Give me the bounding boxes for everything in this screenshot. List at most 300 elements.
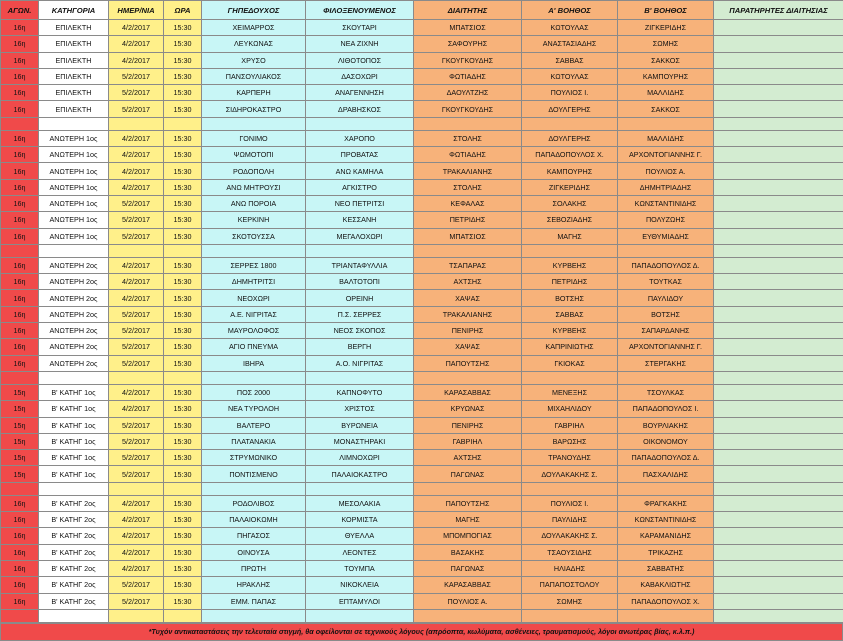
cell-category: Β' ΚΑΤΗΓ 2ος xyxy=(39,593,109,609)
separator-cell-date xyxy=(109,117,164,130)
cell-assistant-2: ΑΡΧΟΝΤΟΓΙΑΝΝΗΣ Γ. xyxy=(618,339,714,355)
cell-assistant-2: ΣΑΚΚΟΣ xyxy=(618,52,714,68)
cell-agon: 16η xyxy=(1,290,39,306)
cell-referee: ΦΩΤΙΑΔΗΣ xyxy=(414,68,522,84)
cell-assistant-2: ΣΑΒΒΑΤΗΣ xyxy=(618,560,714,576)
cell-assistant-1: ΔΟΥΛΑΚΑΚΗΣ Σ. xyxy=(522,466,618,482)
cell-assistant-1: ΤΣΑΟΥΣΙΔΗΣ xyxy=(522,544,618,560)
table-row xyxy=(1,85,843,101)
cell-assistant-1: ΣΑΒΒΑΣ xyxy=(522,306,618,322)
cell-away-team: ΣΚΟΥΤΑΡΙ xyxy=(306,20,414,36)
cell-observers xyxy=(714,355,843,371)
cell-category: ΑΝΩΤΕΡΗ 1ος xyxy=(39,147,109,163)
table-row xyxy=(1,147,843,163)
cell-agon: 16η xyxy=(1,85,39,101)
cell-time: 15:30 xyxy=(164,36,202,52)
separator-cell-assistant-1 xyxy=(522,482,618,495)
cell-time: 15:30 xyxy=(164,101,202,117)
cell-observers xyxy=(714,68,843,84)
cell-assistant-1: ΜΑΓΗΣ xyxy=(522,228,618,244)
cell-category: Β' ΚΑΤΗΓ 1ος xyxy=(39,384,109,400)
cell-observers xyxy=(714,257,843,273)
cell-assistant-1: ΚΩΤΟΥΛΑΣ xyxy=(522,68,618,84)
cell-time: 15:30 xyxy=(164,495,202,511)
cell-home-team: ΚΑΡΠΕΡΗ xyxy=(202,85,306,101)
cell-home-team: ΑΓΙΟ ΠΝΕΥΜΑ xyxy=(202,339,306,355)
cell-agon: 16η xyxy=(1,544,39,560)
cell-away-team: ΕΠΤΑΜΥΛΟΙ xyxy=(306,593,414,609)
cell-home-team: ΝΕΑ ΤΥΡΟΛΟΗ xyxy=(202,401,306,417)
cell-referee: ΜΠΟΜΠΟΓΙΑΣ xyxy=(414,528,522,544)
separator-cell-referee xyxy=(414,482,522,495)
separator-cell-home-team xyxy=(202,371,306,384)
cell-away-team: ΜΕΓΑΛΟΧΩΡΙ xyxy=(306,228,414,244)
separator-cell-agon xyxy=(1,371,39,384)
cell-assistant-2: ΚΩΝΣΤΑΝΤΙΝΙΔΗΣ xyxy=(618,195,714,211)
cell-referee: ΑΧΤΣΗΣ xyxy=(414,450,522,466)
separator-cell-observers xyxy=(714,609,843,622)
cell-assistant-2: ΠΟΛΥΖΩΗΣ xyxy=(618,212,714,228)
cell-time: 15:30 xyxy=(164,323,202,339)
cell-observers xyxy=(714,163,843,179)
cell-home-team: ΠΛΑΤΑΝΑΚΙΑ xyxy=(202,433,306,449)
cell-referee: ΦΩΤΙΑΔΗΣ xyxy=(414,147,522,163)
separator-cell-observers xyxy=(714,482,843,495)
cell-referee: ΜΠΑΤΣΙΟΣ xyxy=(414,228,522,244)
cell-referee: ΓΑΒΡΙΗΛ xyxy=(414,433,522,449)
cell-away-team: ΠΡΟΒΑΤΑΣ xyxy=(306,147,414,163)
cell-home-team: ΣΚΟΤΟΥΣΣΑ xyxy=(202,228,306,244)
cell-referee: ΒΑΣΑΚΗΣ xyxy=(414,544,522,560)
cell-time: 15:30 xyxy=(164,306,202,322)
cell-away-team: ΑΓΚΙΣΤΡΟ xyxy=(306,179,414,195)
cell-date: 5/2/2017 xyxy=(109,433,164,449)
cell-home-team: ΙΒΗΡΑ xyxy=(202,355,306,371)
cell-home-team: ΠΑΛΑΙΟΚΩΜΗ xyxy=(202,512,306,528)
table-row xyxy=(1,466,843,482)
separator-cell-assistant-2 xyxy=(618,609,714,622)
cell-date: 4/2/2017 xyxy=(109,130,164,146)
header-date: ΗΜΕΡ/ΝΙΑ xyxy=(109,1,164,20)
cell-away-team: ΘΥΕΛΛΑ xyxy=(306,528,414,544)
cell-agon: 16η xyxy=(1,593,39,609)
cell-observers xyxy=(714,85,843,101)
cell-observers xyxy=(714,417,843,433)
cell-assistant-2: ΟΙΚΟΝΟΜΟΥ xyxy=(618,433,714,449)
cell-agon: 16η xyxy=(1,228,39,244)
cell-home-team: ΨΩΜΟΤΟΠΙ xyxy=(202,147,306,163)
cell-referee: ΤΡΑΚΑΛΙΑΝΗΣ xyxy=(414,163,522,179)
cell-referee: ΣΑΦΟΥΡΗΣ xyxy=(414,36,522,52)
cell-agon: 16η xyxy=(1,274,39,290)
cell-home-team: ΧΕΙΜΑΡΡΟΣ xyxy=(202,20,306,36)
cell-home-team: Α.Ε. ΝΙΓΡΙΤΑΣ xyxy=(202,306,306,322)
cell-observers xyxy=(714,130,843,146)
cell-assistant-1: ΚΑΠΡΙΝΙΩΤΗΣ xyxy=(522,339,618,355)
cell-time: 15:30 xyxy=(164,274,202,290)
cell-agon: 16η xyxy=(1,20,39,36)
cell-agon: 15η xyxy=(1,433,39,449)
cell-time: 15:30 xyxy=(164,466,202,482)
table-row xyxy=(1,130,843,146)
cell-category: Β' ΚΑΤΗΓ 1ος xyxy=(39,401,109,417)
cell-referee: ΓΚΟΥΓΚΟΥΔΗΣ xyxy=(414,101,522,117)
cell-category: Β' ΚΑΤΗΓ 2ος xyxy=(39,544,109,560)
cell-category: ΑΝΩΤΕΡΗ 2ος xyxy=(39,274,109,290)
cell-assistant-1: ΣΕΒΟΖΙΑΔΗΣ xyxy=(522,212,618,228)
cell-referee: ΧΑΨΑΣ xyxy=(414,339,522,355)
cell-assistant-1: ΠΑΠΑΔΟΠΟΥΛΟΣ Χ. xyxy=(522,147,618,163)
cell-category: ΕΠΙΛΕΚΤΗ xyxy=(39,36,109,52)
separator-cell-agon xyxy=(1,244,39,257)
cell-observers xyxy=(714,466,843,482)
cell-home-team: ΠΡΩΤΗ xyxy=(202,560,306,576)
cell-time: 15:30 xyxy=(164,355,202,371)
separator-cell-time xyxy=(164,609,202,622)
cell-home-team: ΠΟΣ 2000 xyxy=(202,384,306,400)
cell-date: 5/2/2017 xyxy=(109,212,164,228)
cell-time: 15:30 xyxy=(164,593,202,609)
cell-category: ΕΠΙΛΕΚΤΗ xyxy=(39,85,109,101)
cell-referee: ΚΡΥΩΝΑΣ xyxy=(414,401,522,417)
cell-agon: 15η xyxy=(1,466,39,482)
separator-cell-away-team xyxy=(306,371,414,384)
cell-observers xyxy=(714,274,843,290)
separator-cell-home-team xyxy=(202,117,306,130)
cell-agon: 16η xyxy=(1,512,39,528)
cell-referee: ΚΑΡΑΣΑΒΒΑΣ xyxy=(414,577,522,593)
table-row xyxy=(1,323,843,339)
table-row xyxy=(1,512,843,528)
cell-referee: ΠΑΠΟΥΤΣΗΣ xyxy=(414,355,522,371)
cell-date: 5/2/2017 xyxy=(109,228,164,244)
cell-category: Β' ΚΑΤΗΓ 2ος xyxy=(39,512,109,528)
cell-date: 5/2/2017 xyxy=(109,195,164,211)
cell-away-team: ΛΕΟΝΤΕΣ xyxy=(306,544,414,560)
cell-category: ΑΝΩΤΕΡΗ 2ος xyxy=(39,290,109,306)
cell-home-team: ΗΡΑΚΛΗΣ xyxy=(202,577,306,593)
cell-time: 15:30 xyxy=(164,257,202,273)
cell-date: 4/2/2017 xyxy=(109,52,164,68)
cell-observers xyxy=(714,195,843,211)
header-referee: ΔΙΑΙΤΗΤΗΣ xyxy=(414,1,522,20)
cell-category: Β' ΚΑΤΗΓ 2ος xyxy=(39,495,109,511)
cell-referee: ΤΣΑΠΑΡΑΣ xyxy=(414,257,522,273)
cell-assistant-2: ΖΙΓΚΕΡΙΔΗΣ xyxy=(618,20,714,36)
cell-assistant-1: ΒΟΤΣΗΣ xyxy=(522,290,618,306)
cell-away-team: Π.Σ. ΣΕΡΡΕΣ xyxy=(306,306,414,322)
cell-away-team: ΔΑΣΟΧΩΡΙ xyxy=(306,68,414,84)
cell-away-team: ΑΝΑΓΕΝΝΗΣΗ xyxy=(306,85,414,101)
cell-observers xyxy=(714,101,843,117)
cell-observers xyxy=(714,228,843,244)
cell-assistant-1: ΓΚΙΟΚΑΣ xyxy=(522,355,618,371)
cell-agon: 16η xyxy=(1,528,39,544)
separator-cell-assistant-2 xyxy=(618,371,714,384)
cell-assistant-1: ΑΝΑΣΤΑΣΙΑΔΗΣ xyxy=(522,36,618,52)
cell-date: 4/2/2017 xyxy=(109,290,164,306)
separator-cell-date xyxy=(109,244,164,257)
table-row xyxy=(1,36,843,52)
cell-time: 15:30 xyxy=(164,544,202,560)
cell-date: 5/2/2017 xyxy=(109,306,164,322)
cell-assistant-2: ΕΥΘΥΜΙΑΔΗΣ xyxy=(618,228,714,244)
separator-cell-referee xyxy=(414,244,522,257)
cell-agon: 16η xyxy=(1,339,39,355)
cell-referee: ΣΤΟΛΗΣ xyxy=(414,130,522,146)
cell-assistant-1: ΤΡΑΝΟΥΔΗΣ xyxy=(522,450,618,466)
cell-agon: 16η xyxy=(1,495,39,511)
cell-referee: ΑΧΤΣΗΣ xyxy=(414,274,522,290)
cell-home-team: ΡΟΔΟΠΟΛΗ xyxy=(202,163,306,179)
cell-category: ΑΝΩΤΕΡΗ 1ος xyxy=(39,163,109,179)
separator-cell-observers xyxy=(714,371,843,384)
cell-category: ΑΝΩΤΕΡΗ 2ος xyxy=(39,257,109,273)
cell-date: 4/2/2017 xyxy=(109,544,164,560)
cell-observers xyxy=(714,52,843,68)
cell-date: 5/2/2017 xyxy=(109,68,164,84)
separator-cell-time xyxy=(164,371,202,384)
cell-date: 4/2/2017 xyxy=(109,36,164,52)
cell-assistant-1: ΔΟΥΛΓΕΡΗΣ xyxy=(522,130,618,146)
table-row xyxy=(1,384,843,400)
cell-assistant-2: ΒΟΤΣΗΣ xyxy=(618,306,714,322)
separator-row xyxy=(1,482,843,495)
table-row xyxy=(1,101,843,117)
cell-assistant-2: ΜΑΛΛΙΔΗΣ xyxy=(618,130,714,146)
cell-category: ΕΠΙΛΕΚΤΗ xyxy=(39,68,109,84)
cell-date: 4/2/2017 xyxy=(109,163,164,179)
cell-time: 15:30 xyxy=(164,339,202,355)
cell-category: ΑΝΩΤΕΡΗ 2ος xyxy=(39,323,109,339)
separator-row xyxy=(1,244,843,257)
cell-away-team: ΚΑΠΝΟΦΥΤΟ xyxy=(306,384,414,400)
cell-category: ΑΝΩΤΕΡΗ 2ος xyxy=(39,306,109,322)
cell-agon: 16η xyxy=(1,212,39,228)
separator-cell-referee xyxy=(414,371,522,384)
cell-home-team: ΠΗΓΑΣΟΣ xyxy=(202,528,306,544)
separator-row xyxy=(1,609,843,622)
cell-away-team: ΜΟΝΑΣΤΗΡΑΚΙ xyxy=(306,433,414,449)
cell-assistant-1: ΠΟΥΛΙΟΣ Ι. xyxy=(522,495,618,511)
cell-away-team: ΒΥΡΩΝΕΙΑ xyxy=(306,417,414,433)
separator-cell-assistant-1 xyxy=(522,609,618,622)
cell-category: ΑΝΩΤΕΡΗ 2ος xyxy=(39,355,109,371)
cell-category: Β' ΚΑΤΗΓ 1ος xyxy=(39,433,109,449)
separator-cell-referee xyxy=(414,117,522,130)
table-row xyxy=(1,274,843,290)
cell-date: 4/2/2017 xyxy=(109,179,164,195)
cell-agon: 16η xyxy=(1,101,39,117)
cell-assistant-1: ΒΑΡΩΣΗΣ xyxy=(522,433,618,449)
cell-time: 15:30 xyxy=(164,147,202,163)
cell-agon: 16η xyxy=(1,560,39,576)
cell-time: 15:30 xyxy=(164,384,202,400)
cell-away-team: ΧΑΡΟΠΟ xyxy=(306,130,414,146)
cell-category: ΑΝΩΤΕΡΗ 1ος xyxy=(39,130,109,146)
cell-assistant-2: ΔΗΜΗΤΡΙΑΔΗΣ xyxy=(618,179,714,195)
cell-date: 4/2/2017 xyxy=(109,528,164,544)
cell-assistant-1: ΚΩΤΟΥΛΑΣ xyxy=(522,20,618,36)
cell-date: 4/2/2017 xyxy=(109,401,164,417)
cell-observers xyxy=(714,323,843,339)
cell-agon: 16η xyxy=(1,257,39,273)
header-time: ΩΡΑ xyxy=(164,1,202,20)
cell-agon: 16η xyxy=(1,577,39,593)
header-observers: ΠΑΡΑΤΗΡΗΤΕΣ ΔΙΑΙΤΗΣΙΑΣ xyxy=(714,1,843,20)
cell-assistant-2: ΜΑΛΛΙΔΗΣ xyxy=(618,85,714,101)
cell-away-team: ΝΙΚΟΚΛΕΙΑ xyxy=(306,577,414,593)
cell-home-team: ΠΑΝΣΟΥΛΙΑΚΟΣ xyxy=(202,68,306,84)
cell-assistant-1: ΜΙΧΑΗΛΙΔΟΥ xyxy=(522,401,618,417)
separator-cell-agon xyxy=(1,117,39,130)
cell-home-team: ΕΜΜ. ΠΑΠΑΣ xyxy=(202,593,306,609)
cell-category: Β' ΚΑΤΗΓ 2ος xyxy=(39,528,109,544)
table-row xyxy=(1,306,843,322)
cell-referee: ΠΑΠΟΥΤΣΗΣ xyxy=(414,495,522,511)
cell-home-team: ΣΤΡΥΜΩΝΙΚΟ xyxy=(202,450,306,466)
cell-observers xyxy=(714,212,843,228)
cell-home-team: ΓΟΝΙΜΟ xyxy=(202,130,306,146)
separator-cell-date xyxy=(109,371,164,384)
separator-cell-category xyxy=(39,244,109,257)
cell-date: 4/2/2017 xyxy=(109,20,164,36)
cell-home-team: ΟΙΝΟΥΣΑ xyxy=(202,544,306,560)
cell-date: 4/2/2017 xyxy=(109,560,164,576)
cell-observers xyxy=(714,544,843,560)
cell-assistant-2: ΠΑΠΑΔΟΠΟΥΛΟΣ Δ. xyxy=(618,450,714,466)
cell-date: 5/2/2017 xyxy=(109,593,164,609)
cell-assistant-1: ΣΟΛΑΚΗΣ xyxy=(522,195,618,211)
separator-cell-agon xyxy=(1,609,39,622)
cell-away-team: ΠΑΛΑΙΟΚΑΣΤΡΟ xyxy=(306,466,414,482)
cell-category: ΑΝΩΤΕΡΗ 1ος xyxy=(39,179,109,195)
cell-referee: ΧΑΨΑΣ xyxy=(414,290,522,306)
cell-referee: ΓΚΟΥΓΚΟΥΔΗΣ xyxy=(414,52,522,68)
cell-home-team: ΡΟΔΟΛΙΒΟΣ xyxy=(202,495,306,511)
separator-cell-assistant-2 xyxy=(618,244,714,257)
cell-date: 5/2/2017 xyxy=(109,85,164,101)
cell-category: ΑΝΩΤΕΡΗ 2ος xyxy=(39,339,109,355)
cell-agon: 15η xyxy=(1,417,39,433)
cell-referee: ΔΑΟΥΛΤΖΗΣ xyxy=(414,85,522,101)
table-row xyxy=(1,339,843,355)
cell-date: 4/2/2017 xyxy=(109,147,164,163)
cell-category: ΕΠΙΛΕΚΤΗ xyxy=(39,101,109,117)
cell-assistant-2: ΚΑΜΠΟΥΡΗΣ xyxy=(618,68,714,84)
header-agon: ΑΓΩΝ. xyxy=(1,1,39,20)
cell-time: 15:30 xyxy=(164,290,202,306)
cell-time: 15:30 xyxy=(164,52,202,68)
cell-referee: ΚΕΦΑΛΑΣ xyxy=(414,195,522,211)
cell-time: 15:30 xyxy=(164,130,202,146)
table-row xyxy=(1,560,843,576)
cell-away-team: ΛΙΜΝΟΧΩΡΙ xyxy=(306,450,414,466)
cell-home-team: ΛΕΥΚΩΝΑΣ xyxy=(202,36,306,52)
cell-assistant-1: ΠΑΠΑΠΟΣΤΟΛΟΥ xyxy=(522,577,618,593)
cell-away-team: ΛΙΘΟΤΟΠΟΣ xyxy=(306,52,414,68)
cell-agon: 16η xyxy=(1,163,39,179)
cell-assistant-1: ΜΕΝΕΞΗΣ xyxy=(522,384,618,400)
table-row xyxy=(1,544,843,560)
cell-assistant-2: ΚΩΝΣΤΑΝΤΙΝΙΔΗΣ xyxy=(618,512,714,528)
separator-cell-time xyxy=(164,482,202,495)
separator-cell-date xyxy=(109,609,164,622)
cell-agon: 16η xyxy=(1,52,39,68)
cell-away-team: ΟΡΕΙΝΗ xyxy=(306,290,414,306)
cell-observers xyxy=(714,495,843,511)
separator-cell-category xyxy=(39,371,109,384)
cell-assistant-1: ΗΛΙΑΔΗΣ xyxy=(522,560,618,576)
cell-category: ΕΠΙΛΕΚΤΗ xyxy=(39,20,109,36)
cell-assistant-2: ΑΡΧΟΝΤΟΓΙΑΝΝΗΣ Γ. xyxy=(618,147,714,163)
cell-agon: 16η xyxy=(1,195,39,211)
cell-date: 5/2/2017 xyxy=(109,577,164,593)
cell-observers xyxy=(714,401,843,417)
header-assistant-2: Β' ΒΟΗΘΟΣ xyxy=(618,1,714,20)
table-row xyxy=(1,495,843,511)
separator-cell-observers xyxy=(714,117,843,130)
cell-referee: ΠΑΓΩΝΑΣ xyxy=(414,560,522,576)
cell-category: Β' ΚΑΤΗΓ 1ος xyxy=(39,466,109,482)
table-row xyxy=(1,179,843,195)
cell-assistant-2: ΠΑΠΑΔΟΠΟΥΛΟΣ Χ. xyxy=(618,593,714,609)
header-home-team: ΓΗΠΕΔΟΥΧΟΣ xyxy=(202,1,306,20)
cell-time: 15:30 xyxy=(164,85,202,101)
cell-assistant-2: ΣΩΜΗΣ xyxy=(618,36,714,52)
cell-date: 5/2/2017 xyxy=(109,450,164,466)
cell-away-team: Α.Ο. ΝΙΓΡΙΤΑΣ xyxy=(306,355,414,371)
cell-assistant-2: ΣΤΕΡΓΑΚΗΣ xyxy=(618,355,714,371)
cell-agon: 16η xyxy=(1,179,39,195)
cell-away-team: ΤΡΙΑΝΤΑΦΥΛΛΙΑ xyxy=(306,257,414,273)
cell-referee: ΠΑΓΩΝΑΣ xyxy=(414,466,522,482)
cell-date: 5/2/2017 xyxy=(109,323,164,339)
cell-home-team: ΣΙΔΗΡΟΚΑΣΤΡΟ xyxy=(202,101,306,117)
cell-away-team: ΚΕΣΣΑΝΗ xyxy=(306,212,414,228)
cell-away-team: ΜΕΣΟΛΑΚΙΑ xyxy=(306,495,414,511)
cell-home-team: ΑΝΩ ΜΗΤΡΟΥΣΙ xyxy=(202,179,306,195)
separator-cell-agon xyxy=(1,482,39,495)
cell-date: 5/2/2017 xyxy=(109,417,164,433)
separator-cell-home-team xyxy=(202,244,306,257)
cell-time: 15:30 xyxy=(164,68,202,84)
header-row xyxy=(1,1,843,20)
cell-date: 4/2/2017 xyxy=(109,384,164,400)
cell-agon: 16η xyxy=(1,36,39,52)
cell-observers xyxy=(714,179,843,195)
cell-home-team: ΣΕΡΡΕΣ 1800 xyxy=(202,257,306,273)
cell-home-team: ΔΗΜΗΤΡΙΤΣΙ xyxy=(202,274,306,290)
cell-time: 15:30 xyxy=(164,560,202,576)
cell-time: 15:30 xyxy=(164,528,202,544)
cell-observers xyxy=(714,560,843,576)
cell-away-team: ΧΡΙΣΤΟΣ xyxy=(306,401,414,417)
table-row xyxy=(1,593,843,609)
cell-observers xyxy=(714,36,843,52)
cell-time: 15:30 xyxy=(164,195,202,211)
cell-assistant-1: ΣΑΒΒΑΣ xyxy=(522,52,618,68)
cell-assistant-2: ΒΟΥΡΛΙΑΚΗΣ xyxy=(618,417,714,433)
cell-category: ΑΝΩΤΕΡΗ 1ος xyxy=(39,212,109,228)
cell-away-team: ΒΑΛΤΟΤΟΠΙ xyxy=(306,274,414,290)
table-row xyxy=(1,68,843,84)
table-row xyxy=(1,528,843,544)
table-row xyxy=(1,577,843,593)
cell-agon: 16η xyxy=(1,306,39,322)
cell-date: 4/2/2017 xyxy=(109,274,164,290)
cell-time: 15:30 xyxy=(164,450,202,466)
